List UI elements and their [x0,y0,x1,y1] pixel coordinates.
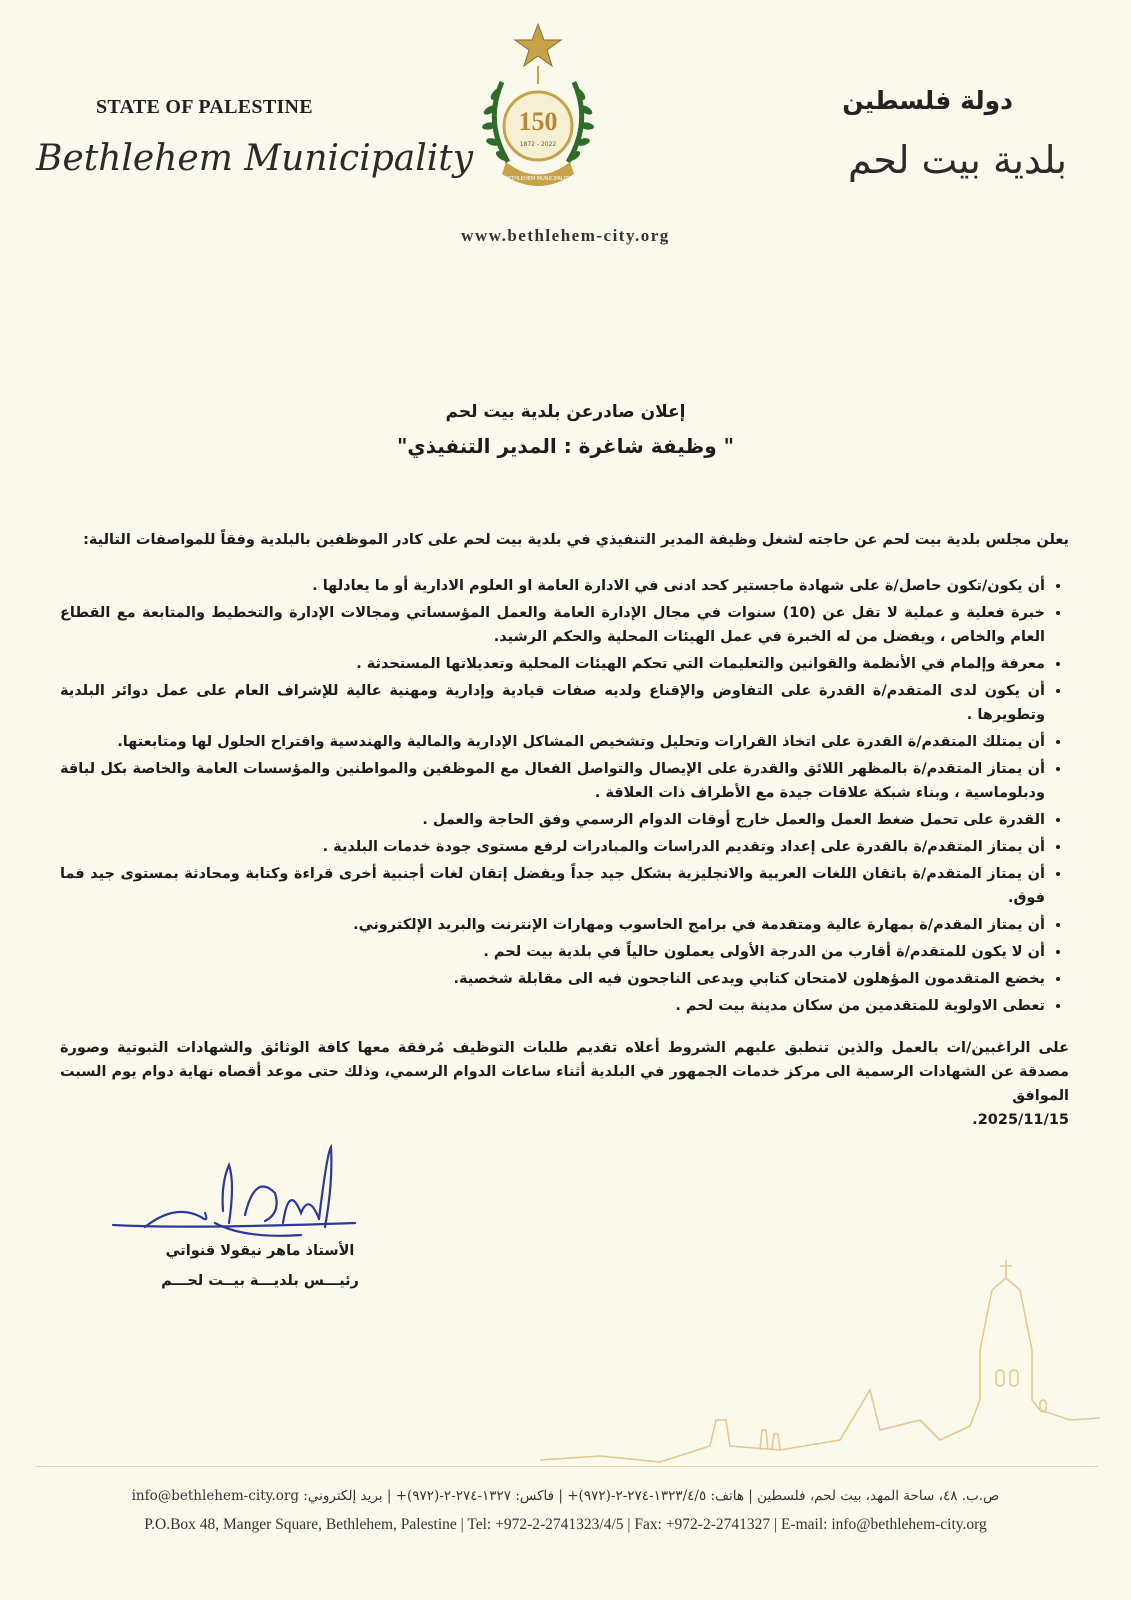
emblem-anniversary-number: 150 [518,107,558,136]
requirement-item: • تعطى الاولوية للمتقدمين من سكان مدينة بيت لحم . [60,994,1045,1018]
closing-deadline-date: 2025/11/15. [972,1112,1069,1128]
emblem-ribbon-english: BETHLEHEM MUNICIPALITY [504,176,572,182]
closing-text: على الراغبين/ات بالعمل والذين تنطبق عليهم الشروط أعلاه تقديم طلبات التوظيف مُرفقة معها كافة الوثائق والشهادات الثبوتية وصورة مصدقة عن الشهادات الرسمية الى مركز خدمات الجمهور في البلدية أثناء ساعات الدوام الرسمي، وذلك حتى موعد أقصاه نهاية دوام يوم السبت الموافق [60,1040,1069,1104]
footer-arabic-contact: ص.ب. ٤٨، ساحة المهد، بيت لحم، فلسطين | هاتف: ١٣٢٣/٤/٥-٢٧٤-٢-(٩٧٢)+ | فاكس: ١٣٢٧-٢٧٤-٢-(٩٧٢)+ | بريد إلكتروني: info@bethlehem-city.org [131,1488,1000,1504]
requirement-item: • أن يمتاز المتقدم/ة بالقدرة على إعداد وتقديم الدراسات والمبادرات لرفع مستوى جودة خدمات البلدية . [60,835,1045,859]
requirement-item: • أن يكون لدى المتقدم/ة القدرة على التفاوض والإقناع ولديه صفات قيادية وإدارية ومهنية عالية للإشراف العام على عمل دوائر البلدية وتطويرها . [60,679,1045,727]
announcement-body [60,528,1069,1132]
requirement-item: • أن يمتاز المتقدم/ة باتقان اللغات العربية والانجليزية بشكل جيد جداً ويفضل إتقان لغات أجنبية أخرى قراءة وكتابة ومحادثة بمستوى جيد فما فوق. [60,862,1045,910]
footer-divider [36,1466,1098,1467]
municipality-website: www.bethlehem-city.org [461,226,670,245]
bethlehem-skyline-icon [540,1250,1100,1475]
requirement-item: • أن يمتاز المتقدم/ة بالمظهر اللائق والقدرة على الإيصال والتواصل الفعال مع الموظفين والمواطنين والمؤسسات العامة والخاصة بكل لباقة ودبلوماسية ، وبناء شبكة علاقات جيدة مع الأطراف ذات العلاقة . [60,757,1045,805]
emblem-years: 1872 - 2022 [519,141,557,148]
requirement-item: • خبرة فعلية و عملية لا تقل عن (10) سنوات في مجال الإدارة العامة والعمل المؤسساتي ومجالات الإدارة والتخطيط والمتابعة مع القطاع العام والخاص ، ويفضل من له الخبرة في عمل الهيئات المحلية والحكم الرشيد. [60,601,1045,649]
signer-title: رئيـــس بلديـــة بيــت لحـــم [161,1273,359,1289]
closing-paragraph [60,1036,1069,1132]
requirement-item: • أن لا يكون للمتقدم/ة أقارب من الدرجة الأولى يعملون حالياً في بلدية بيت لحم . [60,940,1045,964]
announcement-title-line2: " وظيفة شاغرة : المدير التنفيذي" [396,434,735,458]
requirement-item: • أن يمتاز المقدم/ة بمهارة عالية ومتقدمة في برامج الحاسوب ومهارات الإنترنت والبريد الإلكتروني. [60,913,1045,937]
emblem-ribbon-arabic: بلدية بيت لحم [523,168,553,174]
letterhead-english-title: STATE OF PALESTINE [96,96,313,118]
footer-english-contact: P.O.Box 48, Manger Square, Bethlehem, Palestine | Tel: +972-2-2741323/4/5 | Fax: +972-2-2741327 | E-mail: info@bethlehem-city.org [144,1516,987,1533]
letterhead-english-municipality: Bethlehem Municipality [36,138,474,179]
requirement-item: • أن يكون/تكون حاصل/ة على شهادة ماجستير كحد ادنى في الادارة العامة او العلوم الادارية أو ما يعادلها . [60,574,1045,598]
intro-paragraph: يعلن مجلس بلدية بيت لحم عن حاجته لشغل وظيفة المدير التنفيذي في بلدية بيت لحم على كادر الموظفين بالبلدية وفقاً للمواصفات التالية: [83,532,1069,548]
requirement-item: • القدرة على تحمل ضغط العمل والعمل خارج أوقات الدوام الرسمي وفق الحاجة والعمل . [60,808,1045,832]
announcement-title-line1: إعلان صادرعن بلدية بيت لحم [445,402,686,422]
announcement-title [0,402,1131,458]
requirements-list [60,574,1069,1018]
requirement-item: • يخضع المتقدمون المؤهلون لامتحان كتابي ويدعى الناجحون فيه الى مقابلة شخصية. [60,967,1045,991]
requirement-item: • أن يمتلك المتقدم/ة القدرة على اتخاذ القرارات وتحليل وتشخيص المشاكل الإدارية والمالية والهندسية واقتراح الحلول لها ومتابعتها. [60,730,1045,754]
municipality-emblem-icon [478,22,598,197]
signer-name: الأستاذ ماهر نيقولا قنواتي [165,1243,355,1259]
signer-block [130,1236,390,1296]
requirement-item: • معرفة وإلمام في الأنظمة والقوانين والتعليمات التي تحكم الهيئات المحلية وتعديلاتها المستحدثة . [60,652,1045,676]
letterhead-arabic-municipality: بلدية بيت لحم [848,138,1067,182]
letterhead-arabic-title: دولة فلسطين [842,86,1013,115]
